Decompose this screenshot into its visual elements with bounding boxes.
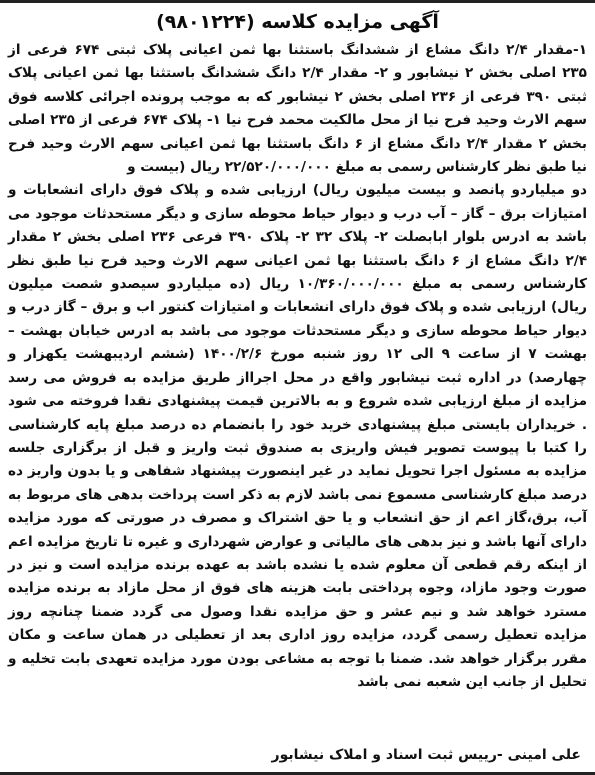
signature-line: علی امینی -رییس ثبت اسناد و املاک نیشابور [271, 747, 581, 763]
notice-title: آگهی مزایده کلاسه (۹۸۰۱۲۲۴) [156, 11, 439, 33]
notice-paragraph: دو میلیاردو پانصد و بیست میلیون ریال) ارزیابی شده و پلاک فوق دارای انشعابات و امتیازات برق – گاز – آب درب و دیوار حیاط محوطه سازی و دیگر مستحدثات موجود می باشد به ادرس بلوار ابابصلت ۲- پلاک ۳۲ ۲- پلاک ۳۹۰ فرعی ۲۳۶ اصلی بخش ۲ مقدار ۲/۴ دانگ مشاع از ۶ دانگ باستثنا بها ثمن اعیانی سهم الارث وحید فرح نیا طبق نظر کارشناس رسمی به مبلغ ۱۰/۳۶۰/۰۰۰/۰۰۰ ریال (ده میلیاردو سیصدو شصت میلیون ریال) ارزیابی شده و پلاک فوق دارای انشعابات و امتیازات کنتور اب و برق – گاز درب و دیوار حیاط محوطه سازی و دیگر مستحدثات موجود می باشد به ادرس خیابان بهشت – بهشت ۷ از ساعت ۹ الی ۱۲ روز شنبه مورخ ۱۴۰۰/۲/۶ (ششم اردیبهشت یکهزار و چهارصد) در اداره ثبت نیشابور واقع در محل اجرااز طریق مزایده به فروش می رسد مزایده از مبلغ ارزیابی شده شروع و به بالاترین قیمت پیشنهادی نقدا فروخته می شود . خریداران بایستی مبلغ پیشنهادی خرید خود را بانضمام ده درصد مبلغ پایه کارشناسی را کتبا با پیوست تصویر فیش واریزی به صندوق ثبت واریز و قبل از برگزاری جلسه مزایده به مسئول اجرا تحویل نماید در غیر اینصورت پیشنهاد شفاهی و یا بدون واریز ده درصد مبلغ کارشناسی مسموع نمی باشد لازم به ذکر است پرداخت بدهی های مربوط به آب، برق،گاز اعم از حق انشعاب و یا حق اشتراک و مصرف در صورتی که مورد مزایده دارای آنها باشد و نیز بدهی های مالیاتی و عوارض شهرداری و غیره تا تاریخ مزایده اعم از اینکه رقم قطعی آن معلوم شده یا نشده باشد به عهده برنده مزایده است و نیز در صورت وجود مازاد، وجوه پرداختی بابت هزینه های فوق از محل مازاد به برنده مزایده مسترد خواهد شد و نیم عشر و حق مزایده نقدا وصول می گردد ضمنا چنانچه روز مزایده تعطیل رسمی گردد، مزایده روز اداری بعد از تعطیلی در همان ساعت و مکان مقرر برگزار خواهد شد. ضمنا با توجه به مشاعی بودن مورد مزایده تعهدی بابت تخلیه و تحلیل از جانب این شعبه نمی باشد [8, 182, 588, 690]
notice-paragraph: ۱-مقدار ۲/۴ دانگ مشاع از ششدانگ باستثنا بها ثمن اعیانی پلاک ثبتی ۶۷۴ فرعی از ۲۳۵ اصلی بخش ۲ نیشابور و ۲- مقدار ۲/۴ دانگ ششدانگ باستثنا بها ثمن اعیانی پلاک ثبتی ۳۹۰ فرعی از ۲۳۶ اصلی بخش ۲ نیشابور که به موجب پرونده اجرائی کلاسه فوق سهم الارث وحید فرح نیا از محل مالکیت محمد فرح نیا ۱- پلاک ۶۷۴ فرعی از ۲۳۵ اصلی بخش ۲ مقدار ۲/۴ دانگ مشاع از ۶ دانگ باستثنا بها ثمن اعیانی سهم الارث وحید فرح نیا طبق نظر کارشناس رسمی به مبلغ ۲۲/۵۲۰/۰۰۰/۰۰۰ ریال (بیست و [8, 42, 588, 176]
notice-body [8, 39, 587, 694]
